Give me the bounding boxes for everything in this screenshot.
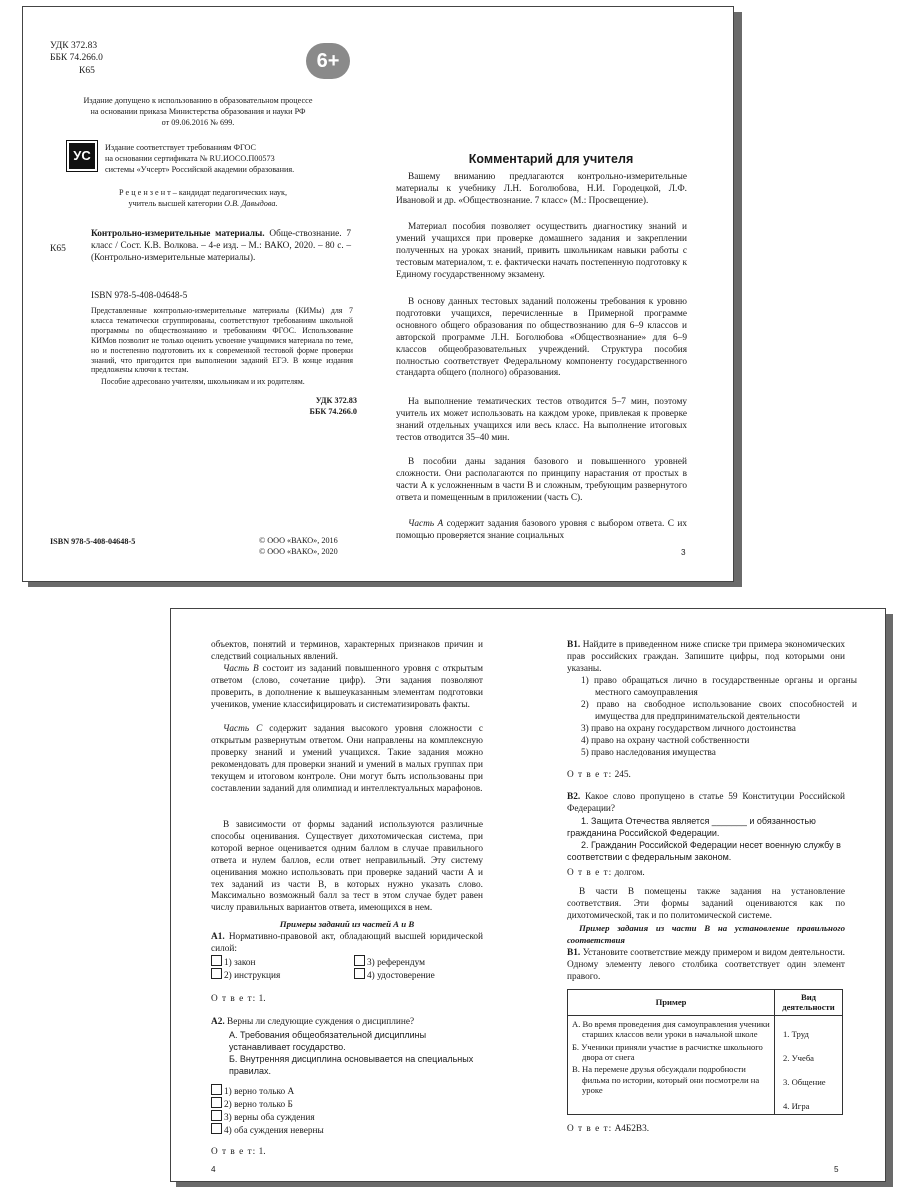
- a2-answer-value: 1.: [256, 1147, 266, 1157]
- table-left-cells: [568, 1015, 775, 1114]
- matching-table: [567, 989, 843, 1115]
- a2-answer: [211, 1147, 266, 1159]
- reviewer-line-1: Р е ц е н з е н т – кандидат педагогических наук,: [118, 188, 288, 197]
- checkbox[interactable]: [211, 1123, 222, 1134]
- a1-text: Нормативно-правовой акт, обладающий высшей юридической силой:: [211, 932, 483, 954]
- b2-text: Какое слово пропущено в статье 59 Конституции Российской Федерации?: [567, 792, 845, 814]
- a1-answer-value: 1.: [256, 994, 266, 1004]
- comment-paragraph-1: Вашему вниманию предлагаются контрольно-измерительные материалы к учебнику Л.Н. Боголюбова, Н.И. Городецкой, Л.Ф. Ивановой и др. «Обществознание. 7 класс» (М.: Просвещение).: [396, 172, 687, 206]
- comment-paragraph-4: На выполнение тематических тестов отводится 5–7 мин, поэтому учитель их может использовать на каждом уроке, привлекая к проверке знаний отдельных учащихся или весь класс. На выполнение итоговых тестов отводится 35–40 мин.: [396, 397, 687, 443]
- a2-option-1[interactable]: [211, 1084, 294, 1098]
- comment-paragraph-3: В основу данных тестовых заданий положены требования к уровню подготовки учащихся, перечисленные в Примерной программе основного общего образования по обществознанию для 6–9 классов и авторской программе Л.Н. Боголюбова «Обществознание» для 6–9 классов общеобразовательных учреждений. Структура пособия полностью соответствует Федеральному компоненту государственного стандарта общего (полного) образования.: [396, 297, 687, 379]
- isbn-line: ISBN 978-5-408-04648-5: [91, 291, 188, 301]
- answer-label: О т в е т:: [567, 770, 613, 780]
- checkbox[interactable]: [354, 968, 365, 979]
- checkbox[interactable]: [211, 1097, 222, 1108]
- bbk-code: ББК 74.266.0: [50, 53, 103, 63]
- b1-item-3: 3) право на охрану государством личного достоинства: [581, 724, 796, 734]
- comment-paragraph-5: В пособии даны задания базового и повышенного уровней сложности. Они располагаются по принципу нарастания от простых в части А к усложненным в части В и сложным, требующим развернутого ответа и помещенным в приложении (часть С).: [396, 457, 687, 503]
- b1-matching-answer-value: А4Б2В3.: [612, 1124, 650, 1134]
- question-b1: [567, 640, 845, 676]
- b1-item-2: 2) право на свободное использование своих способностей и имущества для предпринимательской деятельности: [581, 700, 857, 722]
- part-b-label: Часть В: [223, 664, 259, 674]
- b1-number: В1.: [567, 640, 581, 650]
- fgos-line-2: на основании сертификата № RU.ИОСО.П00573: [105, 154, 275, 163]
- b2-statement-1: 1. Защита Отечества является _______ и обязанностью гражданина Российской Федерации.: [567, 816, 816, 838]
- answer-label: О т в е т:: [211, 1147, 257, 1157]
- table-right-1: 1. Труд: [783, 1028, 809, 1039]
- part-a-label: Часть А: [408, 519, 444, 529]
- top-page: [22, 6, 734, 582]
- table-right-2: 2. Учеба: [783, 1052, 815, 1063]
- option-label: 1) закон: [224, 958, 256, 968]
- answer-label: О т в е т:: [567, 1124, 613, 1134]
- part-b-text: состоит из заданий повышенного уровня с открытым ответом (слово, сочетание цифр). Эти задания позволяют проверить, в дополнение к вышеуказанным элементам подготовки учеников, умение классифицировать и систематизировать факты.: [211, 664, 483, 710]
- udk-code: УДК 372.83: [50, 41, 98, 51]
- a1-answer: [211, 994, 266, 1006]
- b1-answer: [567, 770, 631, 782]
- option-label: 4) удостоверение: [367, 971, 435, 981]
- a1-option-3[interactable]: [354, 955, 425, 969]
- b1-answer-value: 245.: [612, 770, 631, 780]
- b1-matching-answer: [567, 1124, 649, 1136]
- a1-option-4[interactable]: [354, 968, 435, 982]
- question-b1-matching: [567, 948, 845, 984]
- reviewer-line-2: [83, 199, 323, 210]
- b1-item-5: 5) право наследования имущества: [581, 748, 716, 758]
- page-number-5: 5: [834, 1165, 839, 1174]
- b1-matching-number: В1.: [567, 948, 581, 958]
- a1-option-1[interactable]: [211, 955, 256, 969]
- k65-code: К65: [79, 66, 95, 76]
- a2-number: А2.: [211, 1017, 225, 1027]
- checkbox[interactable]: [211, 1110, 222, 1121]
- permit-line-1: Издание допущено к использованию в образовательном процессе: [83, 96, 313, 105]
- b2-statement-2: 2. Гражданин Российской Федерации несет военную службу в соответствии с федеральным законом.: [567, 840, 841, 862]
- option-label: 3) верны оба суждения: [224, 1113, 315, 1123]
- question-b2: [567, 792, 845, 816]
- table-left-a: А. Во время проведения дня самоуправления ученики старших классов вели уроки в начальной школе: [572, 1018, 770, 1040]
- annotation-text: Представленные контрольно-измерительные материалы (КИМы) для 7 класса тематически сгруппированы, соответствуют требованиям школьной программы по обществознанию и требованиям ФГОС. Использование КИМов позволит не только оценить усвоение учащимися материала по теме, но и постепенно подготовить их к современной тестовой форме проверки знаний, что пригодится при выполнении заданий ЕГЭ. В конце издания предложены ключи к тестам.: [91, 306, 353, 375]
- left-paragraph-3: [211, 724, 483, 795]
- a2-statement-b: Б. Внутренняя дисциплина основывается на специальных правилах.: [229, 1054, 474, 1076]
- checkbox[interactable]: [211, 968, 222, 979]
- a2-option-4[interactable]: [211, 1123, 324, 1137]
- k65-side-code: К65: [50, 244, 66, 254]
- left-paragraph-2: [211, 664, 483, 712]
- table-row: [568, 1015, 843, 1114]
- matching-example-title: Пример задания из части В на установление правильного соответствия: [567, 923, 845, 945]
- answer-label: О т в е т:: [567, 868, 613, 878]
- table-left-c: В. На перемене друзья обсуждали подробности фильма по истории, который они посмотрели на уроке: [572, 1064, 760, 1096]
- age-rating-badge: 6+: [306, 43, 350, 79]
- permit-line-3: от 09.06.2016 № 699.: [161, 118, 235, 127]
- matching-intro: В части В помещены также задания на установление соответствия. Эти формы заданий оцениваются как по дихотомической, так и по политомической системе.: [567, 887, 845, 921]
- fgos-line-3: системы «Учсерт» Российской академии образования.: [105, 165, 295, 174]
- part-c-text: содержит задания высокого уровня сложности с открытым развернутым ответом. Они направлены на комплексную проверку знаний и умений учащихся. Такие задания можно рекомендовать для проверки знаний и умений в малых группах при текущем и итоговом контроле. Они могут быть использованы при составлении заданий для олимпиад и интеллектуальных марафонов.: [211, 724, 483, 794]
- bottom-page: [170, 608, 886, 1182]
- part-c-label: Часть С: [223, 724, 263, 734]
- comment-paragraph-2: Материал пособия позволяет осуществить диагностику знаний и умений учащихся при проверке домашнего задания и закреплении полученных на уроках знаний, привить школьникам навыки работы с тестовым материалом, т. е. фактически начать постепенную подготовку к Единому государственному экзамену.: [396, 222, 687, 280]
- b2-answer-value: долгом.: [612, 868, 645, 878]
- option-label: 4) оба суждения неверны: [224, 1126, 324, 1136]
- a2-option-3[interactable]: [211, 1110, 315, 1124]
- table-header-activity: Вид деятельности: [775, 990, 843, 1016]
- checkbox[interactable]: [354, 955, 365, 966]
- b1-item-1: 1) право обращаться лично в государственные органы и органы местного самоуправления: [581, 676, 857, 698]
- book-title: Контрольно-измерительные материалы.: [91, 229, 265, 239]
- checkbox[interactable]: [211, 955, 222, 966]
- book-title-rest: Обще-ствознание. 7 класс / Сост. К.В. Волкова. – 4-е изд. – М.: ВАКО, 2020. – 80 с. – (Контрольно-измерительные материалы).: [91, 229, 351, 263]
- answer-label: О т в е т:: [211, 994, 257, 1004]
- part-a-text: содержит задания базового уровня с выбором ответа. С их помощью проверяется знание социальных: [396, 519, 687, 541]
- question-a2: [211, 1017, 483, 1029]
- b1-text: Найдите в приведенном ниже списке три примера экономических прав российских граждан. Запишите цифры, под которыми они указаны.: [567, 640, 845, 674]
- book-description: [91, 229, 351, 265]
- isbn-bottom: ISBN 978-5-408-04648-5: [50, 537, 136, 546]
- table-header-example: Пример: [568, 990, 775, 1016]
- table-right-4: 4. Игра: [783, 1100, 810, 1111]
- left-paragraph-1: объектов, понятий и терминов, характерных признаков причин и следствий социальных явлений.: [211, 640, 483, 662]
- b2-answer: [567, 868, 645, 880]
- comment-paragraph-6: [396, 519, 687, 543]
- table-left-b: Б. Ученики приняли участие в расчистке школьного двора от снега: [572, 1041, 763, 1063]
- table-header-row: [568, 990, 843, 1016]
- left-paragraph-4: В зависимости от формы заданий используются различные способы оценивания. Существует дихотомическая система, при которой верное оценивается одним баллом в случае правильного ответа и нулем баллов, если ответ неправильный. Эту систему оценивания можно использовать при проверке заданий части А и тех заданий из части В, в которых нужно указать слово. Максимально возможный балл за тест в этом случае будет равен числу правильных вариантов ответа, имеющихся в нем.: [211, 820, 483, 914]
- a2-text: Верны ли следующие суждения о дисциплине?: [224, 1017, 415, 1027]
- a2-statement-a: А. Требования общеобязательной дисциплины устанавливает государство.: [229, 1030, 427, 1052]
- checkbox[interactable]: [211, 1084, 222, 1095]
- bbk-code-2: ББК 74.266.0: [309, 407, 357, 416]
- reviewer-name: О.В. Давыдова.: [224, 199, 278, 208]
- option-label: 2) инструкция: [224, 971, 281, 981]
- option-label: 1) верно только А: [224, 1087, 295, 1097]
- page-number-3: 3: [681, 548, 686, 557]
- reviewer-position: учитель высшей категории: [128, 199, 225, 208]
- b2-number: В2.: [567, 792, 581, 802]
- question-a1: [211, 932, 483, 956]
- copyright-2016: © ООО «ВАКО», 2016: [259, 536, 338, 545]
- b1-matching-text: Установите соответствие между примером и видом деятельности. Одному элементу левого столбика соответствует один элемент правого.: [567, 948, 845, 982]
- a1-option-2[interactable]: [211, 968, 280, 982]
- comment-title: Комментарий для учителя: [468, 152, 634, 166]
- option-label: 2) верно только Б: [224, 1100, 293, 1110]
- fgos-line-1: Издание соответствует требованиям ФГОС: [105, 143, 256, 152]
- page-number-4: 4: [211, 1165, 216, 1174]
- a2-option-2[interactable]: [211, 1097, 293, 1111]
- permit-line-2: на основании приказа Министерства образования и науки РФ: [90, 107, 306, 116]
- copyright-2020: © ООО «ВАКО», 2020: [259, 547, 338, 556]
- uc-certificate-logo: УС: [69, 143, 95, 169]
- option-label: 3) референдум: [367, 958, 425, 968]
- examples-title: Примеры заданий из частей А и В: [279, 919, 415, 929]
- a1-number: А1.: [211, 932, 225, 942]
- audience-text: Пособие адресовано учителям, школьникам и их родителям.: [101, 377, 305, 386]
- udk-code-2: УДК 372.83: [315, 396, 357, 405]
- table-right-3: 3. Общение: [783, 1076, 826, 1087]
- b1-item-4: 4) право на охрану частной собственности: [581, 736, 750, 746]
- table-right-cells: [775, 1015, 843, 1114]
